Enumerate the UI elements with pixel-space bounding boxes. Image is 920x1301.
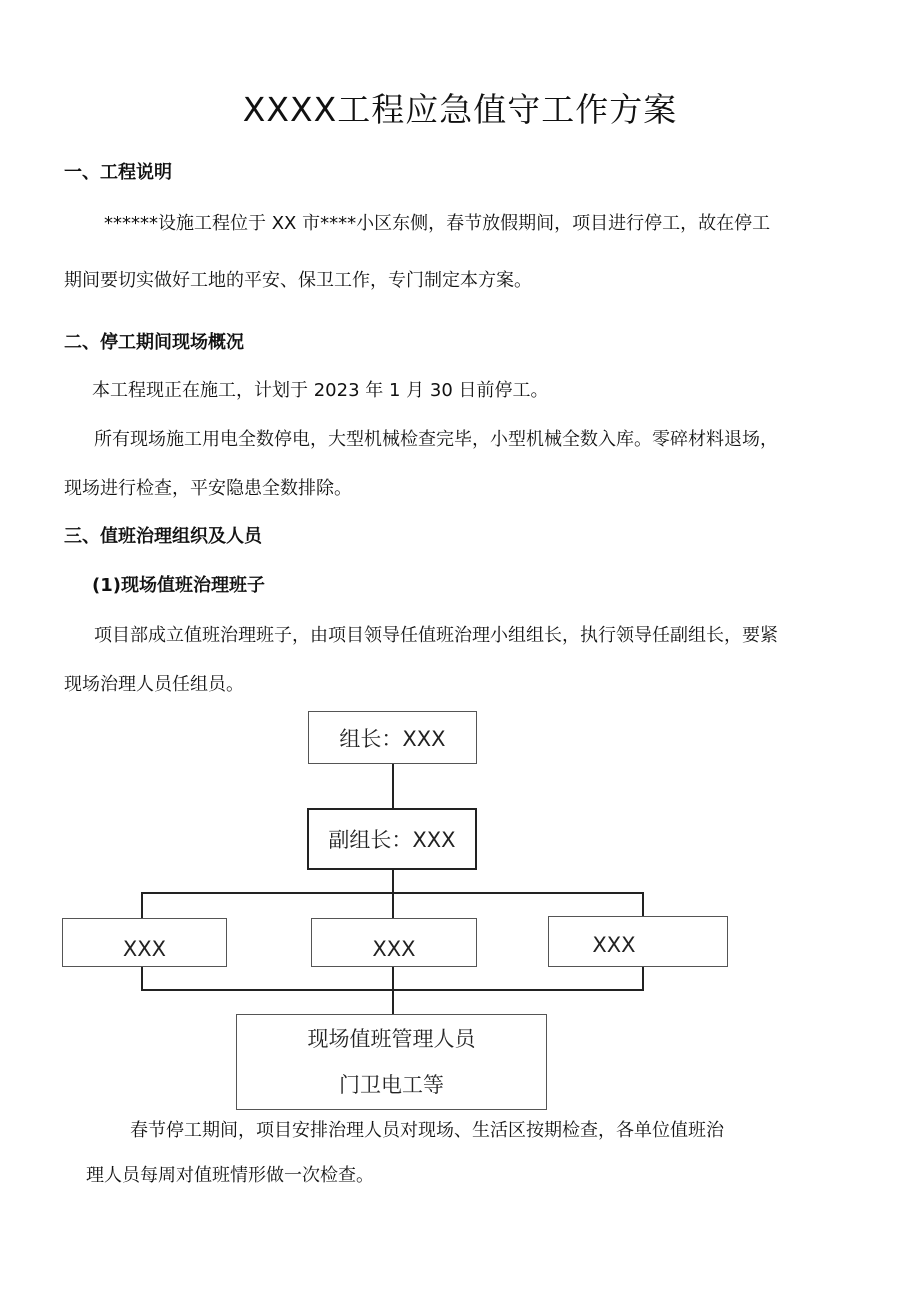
section-2-heading: 二、停工期间现场概况 — [64, 332, 244, 353]
document-title: XXXX工程应急值守工作方案 — [242, 90, 678, 129]
section-3-paragraph-line-1: 项目部成立值班治理班子，由项目领导任值班治理小组组长，执行领导任副组长，要紧 — [94, 625, 778, 646]
section-3-subheading: (1)现场值班治理班子 — [92, 575, 265, 596]
section-2-paragraph-2-line-1: 所有现场施工用电全数停电，大型机械检查完毕，小型机械全数入库。零碎材料退场， — [94, 429, 778, 450]
org-member-box-2 — [311, 918, 477, 967]
org-member-label-1: XXX — [122, 936, 167, 961]
org-member-box-3 — [548, 916, 728, 967]
section-2-paragraph-1: 本工程现正在施工，计划于 2023 年 1 月 30 日前停工。 — [92, 380, 549, 401]
connector-deputy-branch — [392, 869, 394, 919]
section-1-heading: 一、工程说明 — [64, 162, 172, 183]
connector-right-down — [642, 892, 644, 916]
section-1-paragraph-line-2: 期间要切实做好工地的平安、保卫工作，专门制定本方案。 — [64, 270, 532, 291]
org-deputy-box — [307, 808, 477, 870]
org-member-label-2: XXX — [372, 936, 416, 961]
org-deputy-label: 副组长：XXX — [328, 828, 456, 852]
org-leader-box — [308, 711, 477, 764]
org-staff-label-1: 现场值班管理人员 — [307, 1027, 476, 1051]
org-member-box-1 — [62, 918, 227, 967]
connector-left-up — [141, 966, 143, 991]
connector-leader-deputy — [392, 763, 394, 809]
closing-paragraph-line-2: 理人员每周对值班情形做一次检查。 — [86, 1165, 374, 1186]
closing-paragraph-line-1: 春节停工期间，项目安排治理人员对现场、生活区按期检查，各单位值班治 — [130, 1120, 724, 1141]
section-3-paragraph-line-2: 现场治理人员任组员。 — [64, 674, 244, 695]
connector-left-down — [141, 892, 143, 918]
org-member-label-3: XXX — [592, 932, 636, 957]
connector-right-up — [642, 966, 644, 991]
connector-top-bar — [141, 892, 644, 894]
org-staff-box — [236, 1014, 547, 1110]
section-3-heading: 三、值班治理组织及人员 — [64, 526, 262, 547]
section-2-paragraph-2-line-2: 现场进行检查，平安隐患全数排除。 — [64, 478, 352, 499]
org-leader-label: 组长：XXX — [339, 726, 446, 751]
section-1-paragraph-line-1: ******设施工程位于 XX 市****小区东侧，春节放假期间，项目进行停工，故在停工 — [104, 213, 771, 234]
org-staff-label-2: 门卫电工等 — [339, 1073, 444, 1097]
connector-bottom-bar — [141, 989, 644, 991]
